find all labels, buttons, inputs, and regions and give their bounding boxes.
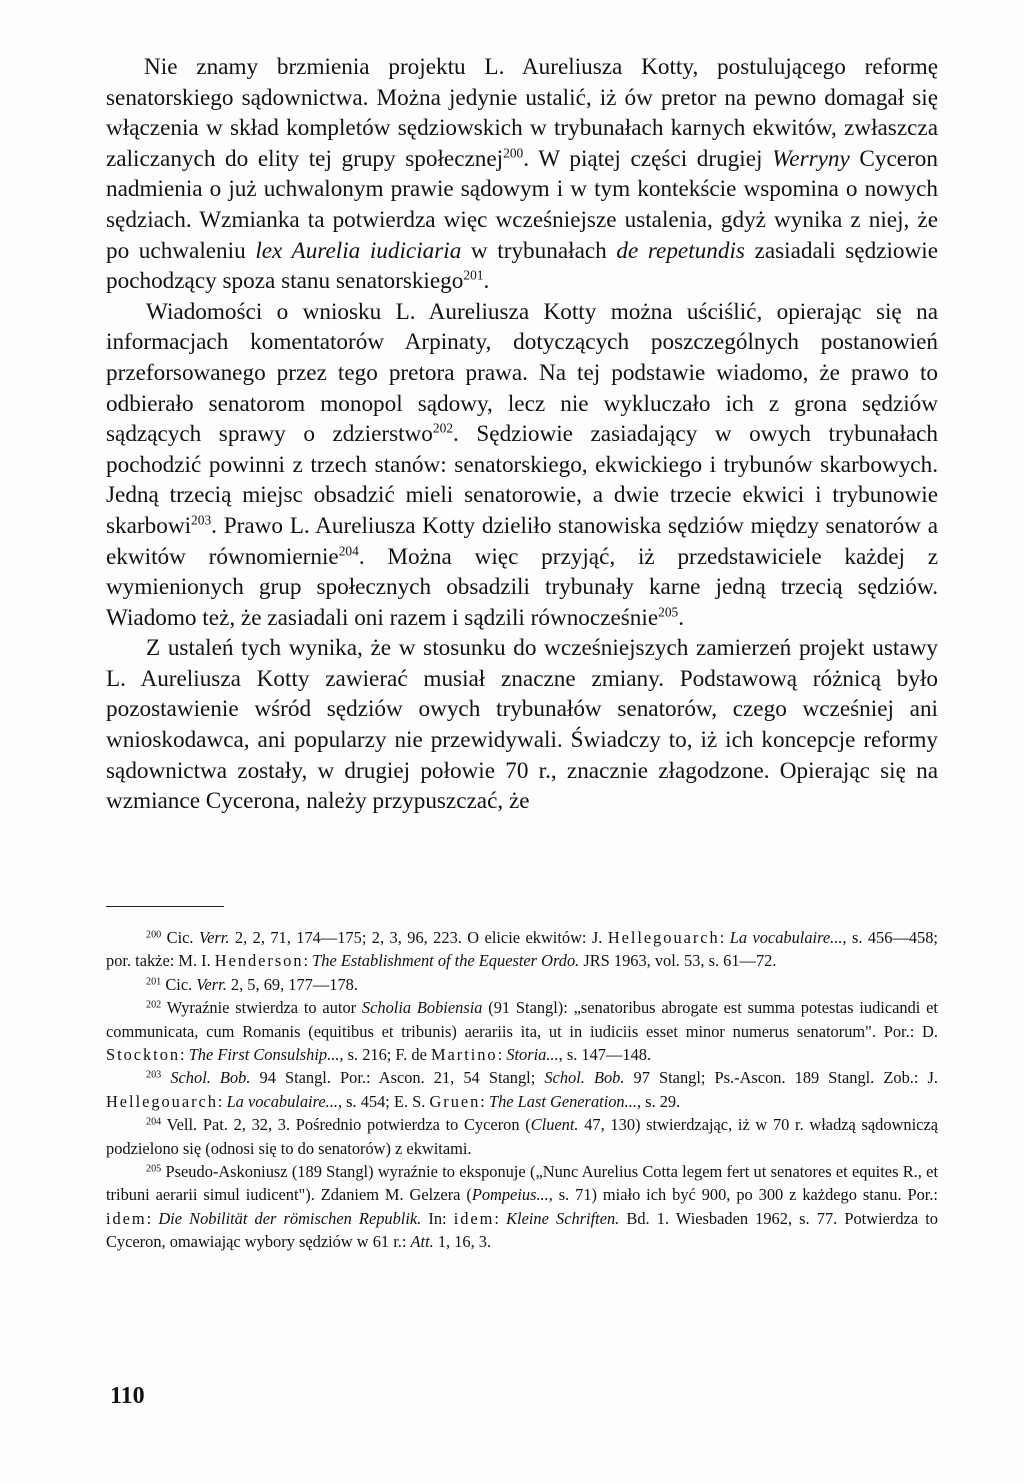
italic-citation: Schol. Bob.	[170, 1068, 251, 1088]
text-span: . Sędziowie zasiadający w owych trybunałach pochodzić powinni z trzech stanów: senatorskiego, ekwickiego i trybunów skarbowych. Jedną trzecią miejsc obsadzić mieli senatorowie, a dwie trzecie ekwici i trybunowie skarbowi	[106, 421, 938, 539]
italic-title: Storia...	[506, 1045, 559, 1065]
footnote-ref-205: 205	[658, 604, 679, 620]
text-span: 2, 2, 71, 174—175; 2, 3, 96, 223. O elicie ekwitów: J.	[229, 928, 608, 947]
italic-citation: Att.	[410, 1232, 434, 1252]
author-name: Hellegouarch	[607, 928, 720, 947]
footnote-number: 201	[146, 976, 162, 988]
page-number: 110	[110, 1383, 145, 1409]
footnote-ref-203: 203	[191, 512, 212, 528]
text-span: (91 Stangl): „senatoribus abrogate est summa potestas iudicandi et communicata, cum Romanis (equitibus et tribunis) aerariis ita, ut in iudiciis esset minor numerus senatorum". Por.: D.	[106, 998, 938, 1041]
text-span: , s. 454; E. S.	[337, 1091, 430, 1111]
text-span: . Prawo L. Aureliusza Kotty dzieliło stanowiska sędziów między senatorów a ekwitów równomiernie	[106, 512, 938, 570]
footnote-ref-201: 201	[463, 267, 484, 283]
italic-title: La vocabulaire...	[226, 1091, 338, 1111]
text-span: Vell. Pat. 2, 32, 3. Pośrednio potwierdza to Cyceron (	[161, 1115, 531, 1135]
text-span: Cic.	[161, 928, 199, 947]
footnote-separator	[106, 906, 224, 907]
text-span: :	[303, 951, 313, 971]
italic-title: The First Consulship...	[188, 1045, 340, 1065]
text-span: Cic.	[161, 974, 197, 994]
footnote-201	[106, 973, 938, 996]
author-name: Stockton	[106, 1045, 181, 1065]
text-span: :	[480, 1091, 489, 1111]
text-span: , s. 216; F. de	[339, 1045, 431, 1065]
italic-title: Scholia Bobiensia	[361, 998, 483, 1018]
author-name: Gruen	[429, 1091, 481, 1111]
text-span: 47, 130) stwierdzając, iż w 70 r. władzą sądowniczą podzielono się (odnosi się to do senatorów) z ekwitami.	[106, 1115, 938, 1158]
italic-title: Werryny	[772, 145, 850, 172]
author-name: Martino	[431, 1045, 498, 1065]
italic-citation: Verr.	[198, 928, 230, 947]
paragraph-1	[106, 52, 938, 297]
text-span	[161, 1068, 170, 1087]
text-span: JRS 1963, vol. 53, s. 61—72.	[579, 951, 777, 971]
italic-citation: Cluent.	[530, 1115, 579, 1135]
text-span: 2, 5, 69, 177—178.	[226, 974, 358, 994]
text-span: zasiadali sędziowie pochodzący spoza stanu senatorskiego	[106, 237, 938, 295]
text-span: :	[180, 1045, 189, 1065]
italic-title: Die Nobilität der römischen Republik.	[158, 1208, 422, 1228]
text-span: :	[494, 1208, 507, 1228]
footnote-205	[106, 1160, 938, 1254]
footnote-202	[106, 996, 938, 1066]
paragraph-3: Z ustaleń tych wynika, że w stosunku do wcześniejszych zamierzeń projekt ustawy L. Aureliusza Kotty zawierać musiał znaczne zmiany. Podstawową różnicą było pozostawienie wśród sędziów owych trybunałów senatorów, czego wcześniej ani wnioskodawca, ani popularzy nie przewidywali. Świadczy to, iż ich koncepcje reformy sądownictwa zostały, w drugiej połowie 70 r., znacznie złagodzone. Opierając się na wzmiance Cycerona, należy przypuszczać, że	[106, 635, 938, 815]
text-span: :	[217, 1091, 227, 1111]
footnote-ref-204: 204	[338, 543, 359, 559]
italic-citation: Verr.	[196, 974, 227, 994]
text-span: .	[483, 268, 490, 295]
italic-title: The Establishment of the Equester Ordo.	[312, 951, 580, 971]
text-span: Cyceron nadmienia o już uchwalonym prawie sądowym i w tym kontekście wspomina o nowych sędziach. Wzmianka ta potwierdza więc wcześniejsze ustalenia, gdyż wynika z niej, że po uchwaleniu	[106, 145, 938, 264]
footnote-203	[106, 1066, 938, 1113]
footnote-200	[106, 926, 938, 973]
footnote-number: 204	[146, 1116, 162, 1128]
text-span: 97 Stangl; Ps.-Ascon. 189 Stangl. Zob.: J.	[624, 1068, 938, 1088]
paragraph-2	[106, 297, 938, 634]
footnote-number: 203	[146, 1069, 162, 1081]
footnote-number: 200	[146, 929, 162, 941]
text-span: Nie znamy brzmienia projektu L. Aureliusza Kotty, postulującego reformę senatorskiego sądownictwa. Można jedynie ustalić, iż ów pretor na pewno domagał się włączenia w skład kompletów sędziowskich w trybunałach karnych ekwitów, zwłaszcza zaliczanych do elity tej grupy społecznej	[106, 54, 938, 172]
italic-term: de repetundis	[616, 237, 745, 264]
italic-term: lex Aurelia iudiciaria	[255, 237, 462, 264]
italic-title: Kleine Schriften.	[506, 1208, 620, 1228]
text-span: , s. 147—148.	[558, 1045, 652, 1065]
text-span: , s. 456—458; por. także: M. I.	[106, 928, 938, 971]
text-span: . Można więc przyjąć, iż przedstawiciele każdej z wymienionych grup społecznych obsadzili trybunały karne jedną trzecią sędziów. Wiadomo też, że zasiadali oni razem i sądzili równocześnie	[106, 543, 938, 631]
text-span: In:	[421, 1208, 454, 1228]
text-span: Pseudo-Askoniusz (189 Stangl) wyraźnie to eksponuje („Nunc Aurelius Cotta legem fert ut senatores et equites R., et tribuni aerarii simul iudicent"). Zdaniem M. Gelzera (	[106, 1162, 938, 1205]
footnote-number: 205	[146, 1163, 162, 1175]
author-name: Henderson	[214, 951, 304, 971]
italic-title: La vocabulaire...	[729, 928, 843, 947]
text-span: :	[146, 1208, 159, 1228]
text-span: 94 Stangl. Por.: Ascon. 21, 54 Stangl;	[250, 1068, 545, 1088]
author-name: Hellegouarch	[106, 1091, 218, 1111]
author-name: idem	[453, 1208, 495, 1228]
text-span: :	[497, 1045, 507, 1065]
footnote-ref-200: 200	[503, 145, 524, 161]
italic-title: Pompeius...	[471, 1185, 549, 1205]
text-span: Bd. 1. Wiesbaden 1962, s. 77. Potwierdza to Cyceron, omawiając wybory sędziów w 61 r.:	[106, 1208, 938, 1252]
text-span: . W piątej części drugiej	[523, 145, 773, 172]
author-name: idem	[106, 1208, 147, 1228]
text-span: w trybunałach	[461, 237, 617, 264]
footnote-number: 202	[146, 999, 162, 1011]
italic-title: The Last Generation...	[488, 1091, 637, 1111]
footnotes	[106, 926, 938, 1254]
text-span: , s. 71) miało ich być 900, po 300 z każdego stanu. Por.:	[548, 1185, 938, 1205]
footnote-ref-202: 202	[432, 420, 454, 436]
text-span: 1, 16, 3.	[433, 1232, 492, 1252]
main-text	[106, 52, 938, 817]
text-span: , s. 29.	[636, 1091, 681, 1111]
footnote-204	[106, 1113, 938, 1160]
text-span: :	[719, 928, 730, 947]
text-span: Wyraźnie stwierdza to autor	[161, 998, 362, 1018]
italic-citation: Schol. Bob.	[544, 1068, 625, 1088]
text-span: Wiadomości o wniosku L. Aureliusza Kotty można uściślić, opierając się na informacjach komentatorów Arpinaty, dotyczących poszczególnych postanowień przeforsowanego przez tego pretora prawa. Na tej podstawie wiadomo, że prawo to odbierało senatorom monopol sądowy, lecz nie wykluczało ich z grona sędziów sądzących sprawy o zdzierstwo	[106, 298, 938, 448]
text-span: .	[678, 604, 685, 631]
